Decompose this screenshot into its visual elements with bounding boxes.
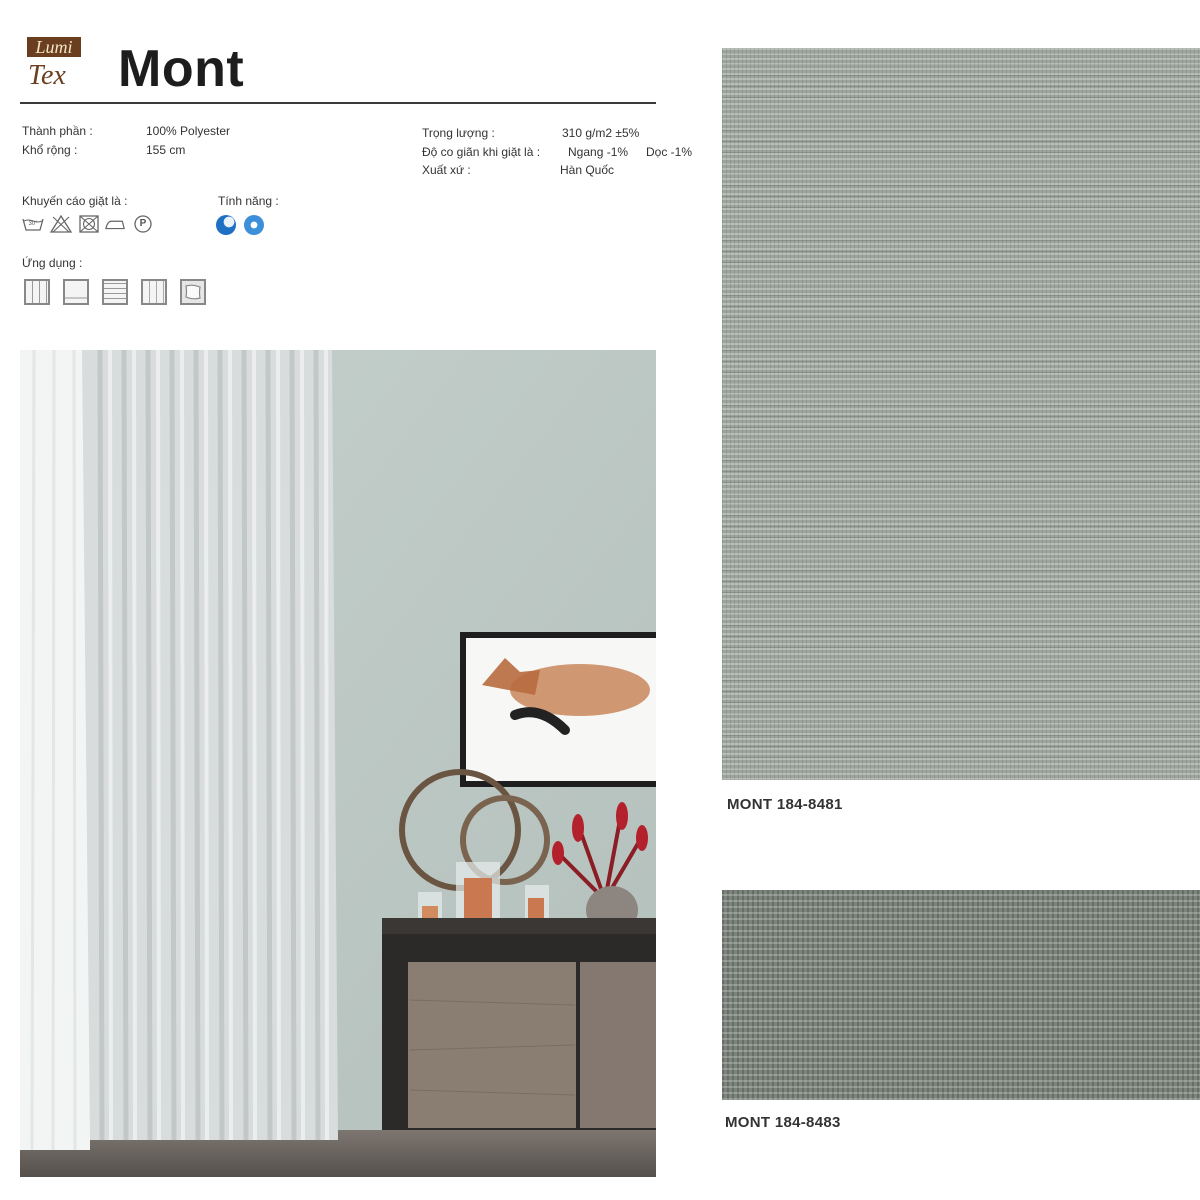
width-value: 155 cm: [146, 143, 186, 157]
valance-curtain-icon: [141, 279, 167, 305]
application-label: Ứng dụng :: [22, 256, 83, 270]
logo-bottom-text: Tex: [28, 60, 66, 91]
logo-top-text: Lumi: [27, 37, 81, 57]
care-label: Khuyến cáo giặt là :: [22, 194, 128, 208]
origin-value: Hàn Quốc: [560, 163, 615, 177]
width-label: Khổ rộng :: [22, 143, 78, 157]
blackout-icon: [216, 215, 236, 235]
composition-label: Thành phần :: [22, 124, 93, 138]
no-tumble-dry-icon: [78, 215, 100, 233]
water-resistant-icon: [244, 215, 264, 235]
curtain-tieback-icon: [63, 279, 89, 305]
product-title: Mont: [118, 40, 245, 98]
swatch-code-8483: MONT 184-8483: [725, 1114, 841, 1131]
dry-clean-p-icon: [132, 215, 154, 233]
shrink-horizontal-value: Ngang -1%: [568, 145, 629, 159]
roman-blind-icon: [102, 279, 128, 305]
shrink-vertical-value: Dọc -1%: [646, 145, 693, 159]
title-divider: [20, 102, 656, 104]
features-label: Tính năng :: [218, 194, 279, 208]
swatch-image-8483: [722, 890, 1200, 1100]
swatch-image-8481: [722, 48, 1200, 780]
origin-label: Xuất xứ :: [422, 163, 471, 177]
shrink-label: Độ co giãn khi giặt là :: [422, 145, 541, 159]
weight-value: 310 g/m2 ±5%: [562, 126, 640, 140]
curtain-panel-icon: [24, 279, 50, 305]
wash-30-icon: [22, 215, 44, 233]
wash-temp-text: 30°: [28, 221, 38, 227]
swatch-code-8481: MONT 184-8481: [727, 796, 843, 813]
cushion-icon: [180, 279, 206, 305]
no-bleach-icon: [50, 215, 72, 233]
weight-label: Trọng lượng :: [422, 126, 495, 140]
iron-low-icon: [104, 215, 126, 233]
brand-logo: [20, 28, 88, 96]
composition-value: 100% Polyester: [146, 124, 231, 138]
room-photo: [20, 350, 656, 1177]
dry-clean-letter: P: [139, 218, 147, 229]
